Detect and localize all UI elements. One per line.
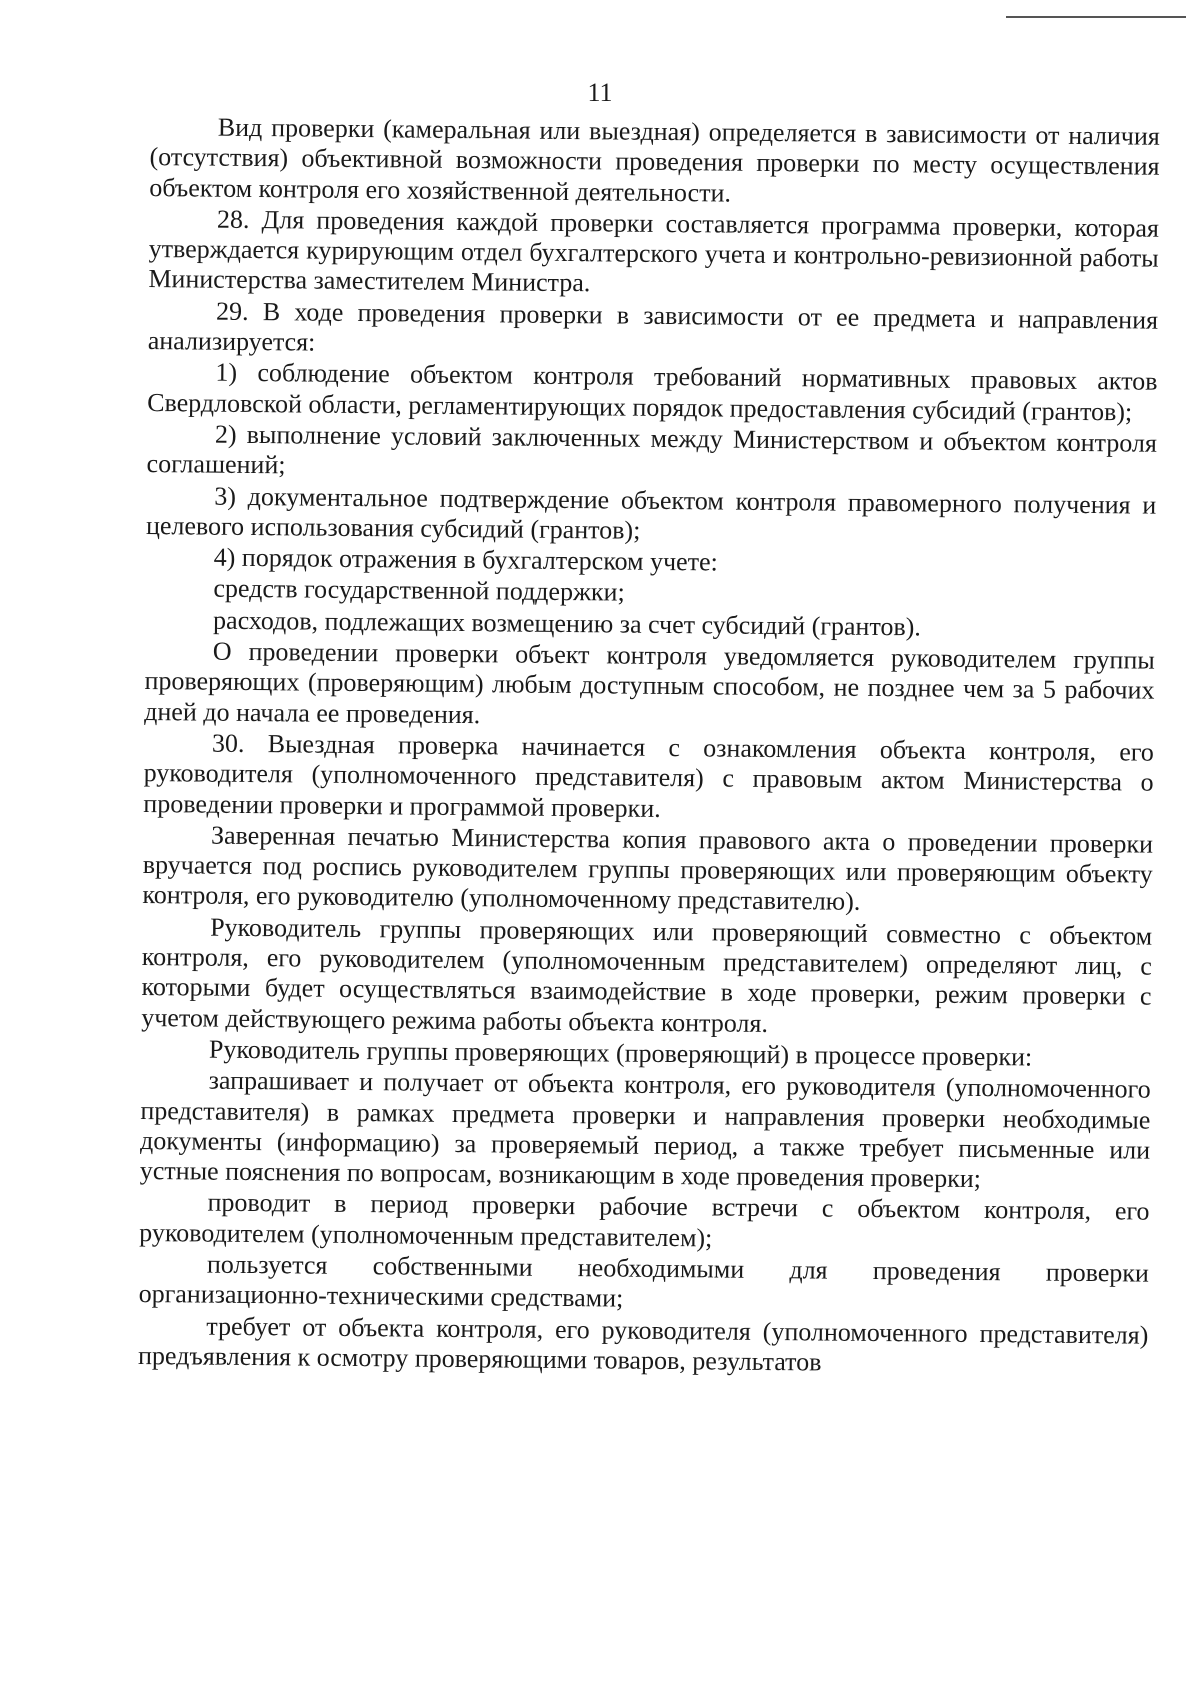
paragraph: 3) документальное подтверждение объектом контроля правомерного получения и целевого использования субсидий (грантов); [145,481,1157,545]
paragraph: 2) выполнение условий заключенных между Министерством и объектом контроля соглашений; [146,419,1158,480]
paragraph: Руководитель группы проверяющих (проверяющий) в процессе проверки: [208,1034,1033,1072]
paragraph: Заверенная печатью Министерства копия правового акта о проведении проверки вручается под роспись руководителем группы проверяющих или проверяющим объекту контроля, его руководителю (уполномоченному представителю). [142,820,1154,917]
document-body [138,112,1160,1382]
paragraph: запрашивает и получает от объекта контроля, его руководителя (уполномоченного представителя) в рамках предмета проверки и направления проверки необходимые документы (информацию) за проверяемый период, а также требует письменные или устные пояснения по вопросам, возникающим в ходе проведения проверки; [139,1065,1151,1194]
paragraph: Руководитель группы проверяющих или проверяющий совместно с объектом контроля, его руководителем (уполномоченным представителем) определяют лиц, с которыми будет осуществляться взаимодействие в ходе проверки, режим проверки с учетом действующего режима работы объекта контроля. [141,912,1153,1038]
paragraph: средств государственной поддержки; [213,574,625,608]
page-number: 11 [587,78,613,107]
paragraph: проводит в период проверки рабочие встречи с объектом контроля, его руководителем (уполномоченным представителем); [139,1187,1150,1253]
paragraph: 1) соблюдение объектом контроля требований нормативных правовых актов Свердловской области, регламентирующих порядок предоставления субсидий (грантов); [147,358,1158,427]
paragraph: пользуется собственными необходимыми для проведения проверки организационно-техническими средствами; [138,1249,1150,1313]
paragraph: расходов, подлежащих возмещению за счет субсидий (грантов). [212,605,922,642]
paragraph: 30. Выездная проверка начинается с ознакомления объекта контроля, его руководителя (уполномоченного представителя) с правовым актом Министерства о проведении проверки и программой проверки. [143,728,1155,823]
paragraph: 29. В ходе проведения проверки в зависимости от ее предмета и направления анализируется: [147,296,1159,357]
paragraph: Вид проверки (камеральная или выездная) определяется в зависимости от наличия (отсутствия) объективной возможности проведения проверки по месту осуществления объектом контроля его хозяйственной деятельности. [149,112,1160,208]
paragraph: требует от объекта контроля, его руководителя (уполномоченного представителя) предъявления к осмотру проверяющими товаров, результатов [137,1311,1149,1377]
scan-edge-line [1006,16,1186,18]
paragraph: 4) порядок отражения в бухгалтерском учете: [213,542,718,577]
paragraph: О проведении проверки объект контроля уведомляется руководителем группы проверяющих (проверяющим) любым доступным способом, не позднее чем за 5 рабочих дней до начала ее проведения. [144,636,1155,729]
paragraph: 28. Для проведения каждой проверки составляется программа проверки, которая утверждается курирующим отдел бухгалтерского учета и контрольно-ревизионной работы Министерства заместителем Министра. [148,204,1160,298]
